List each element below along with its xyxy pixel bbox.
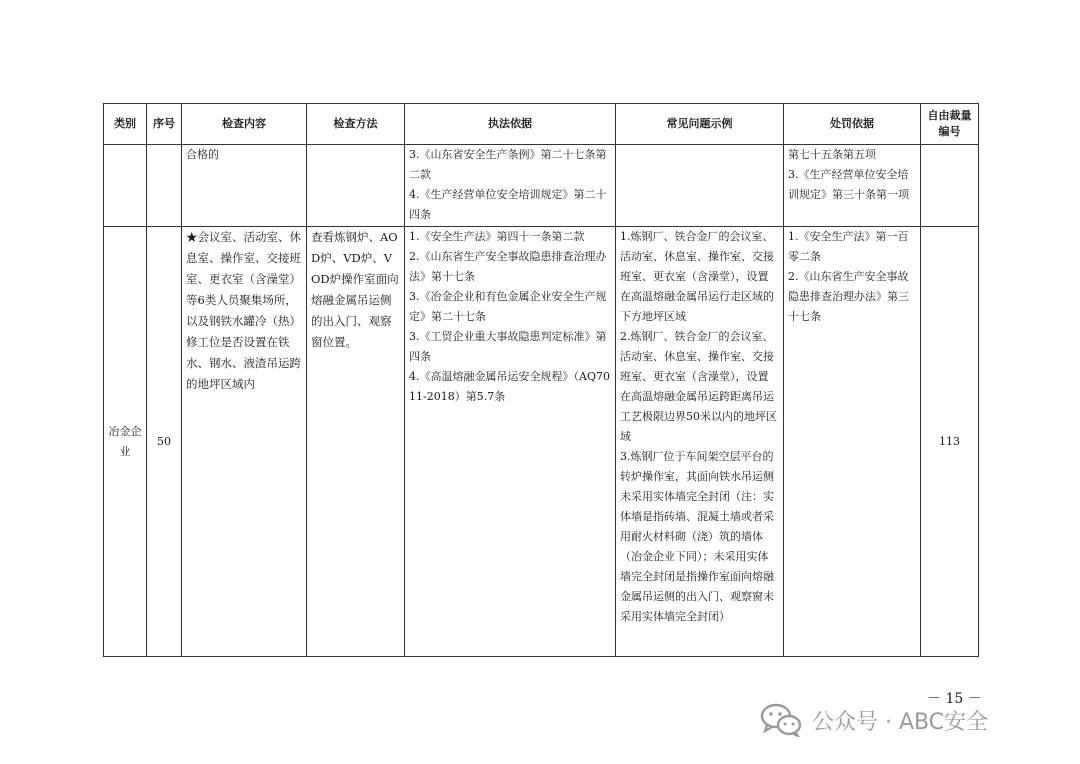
cell-penalty: 第七十五条第五项 3.《生产经营单位安全培训规定》第三十条第一项: [784, 145, 921, 227]
cell-examples: [616, 145, 784, 227]
cell-content: 合格的: [182, 145, 307, 227]
wechat-icon: [760, 703, 802, 737]
table-row: [104, 145, 979, 227]
header-examples: 常见问题示例: [616, 104, 784, 145]
header-method: 检查方法: [307, 104, 405, 145]
cell-method: [307, 145, 405, 227]
cell-penalty: 1.《安全生产法》第一百零二条 2.《山东省生产安全事故隐患排查治理办法》第三十七条: [784, 227, 921, 657]
header-number: 序号: [147, 104, 182, 145]
header-penalty: 处罚依据: [784, 104, 921, 145]
header-row: [104, 104, 979, 145]
cell-discretion: 113: [921, 227, 979, 657]
header-category: 类别: [104, 104, 147, 145]
cell-method: 查看炼钢炉、AOD炉、VD炉、VOD炉操作室面向熔融金属吊运侧的出入门、观察窗位置。: [307, 227, 405, 657]
table-row: [104, 227, 979, 657]
watermark: [760, 702, 988, 738]
cell-category: [104, 145, 147, 227]
cell-discretion: [921, 145, 979, 227]
cell-legal-basis: 1.《安全生产法》第四十一条第二款 2.《山东省生产安全事故隐患排查治理办法》第十七条 3.《冶金企业和有色金属企业安全生产规定》第二十七条 3.《工贸企业重大事故隐患判定标准》第四条 4.《高温熔融金属吊运安全规程》（AQ7011-2018）第5.7条: [405, 227, 616, 657]
header-legal-basis: 执法依据: [405, 104, 616, 145]
cell-number: 50: [147, 227, 182, 657]
inspection-table: [103, 103, 979, 657]
cell-content: ★会议室、活动室、休息室、操作室、交接班室、更衣室（含澡堂）等6类人员聚集场所，以及钢铁水罐冷（热）修工位是否设置在铁水、钢水、液渣吊运跨的地坪区域内: [182, 227, 307, 657]
cell-examples: 1.炼钢厂、铁合金厂的会议室、活动室、休息室、操作室、交接班室、更衣室（含澡堂），设置在高温熔融金属吊运行走区域的下方地坪区域 2.炼钢厂、铁合金厂的会议室、活动室、休息室、操作室、交接班室、更衣室（含澡堂），设置在高温熔融金属吊运跨距离吊运工艺极限边界50米以内的地坪区域 3.炼钢厂位于车间架空层平台的转炉操作室，其面向铁水吊运侧未采用实体墙完全封闭（注：实体墙是指砖墙、混凝土墙或者采用耐火材料砌（浇）筑的墙体（冶金企业下同）；未采用实体墙完全封闭是指操作室面向熔融金属吊运侧的出入门、观察窗未采用实体墙完全封闭）: [616, 227, 784, 657]
cell-number: [147, 145, 182, 227]
cell-category: 冶金企业: [104, 227, 147, 657]
header-discretion: 自由裁量编号: [921, 104, 979, 145]
page-number: － 15 －: [927, 691, 982, 707]
cell-legal-basis: 3.《山东省安全生产条例》第二十七条第二款 4.《生产经营单位安全培训规定》第二十四条: [405, 145, 616, 227]
header-content: 检查内容: [182, 104, 307, 145]
watermark-text: 公众号 · ABC安全: [812, 709, 989, 735]
